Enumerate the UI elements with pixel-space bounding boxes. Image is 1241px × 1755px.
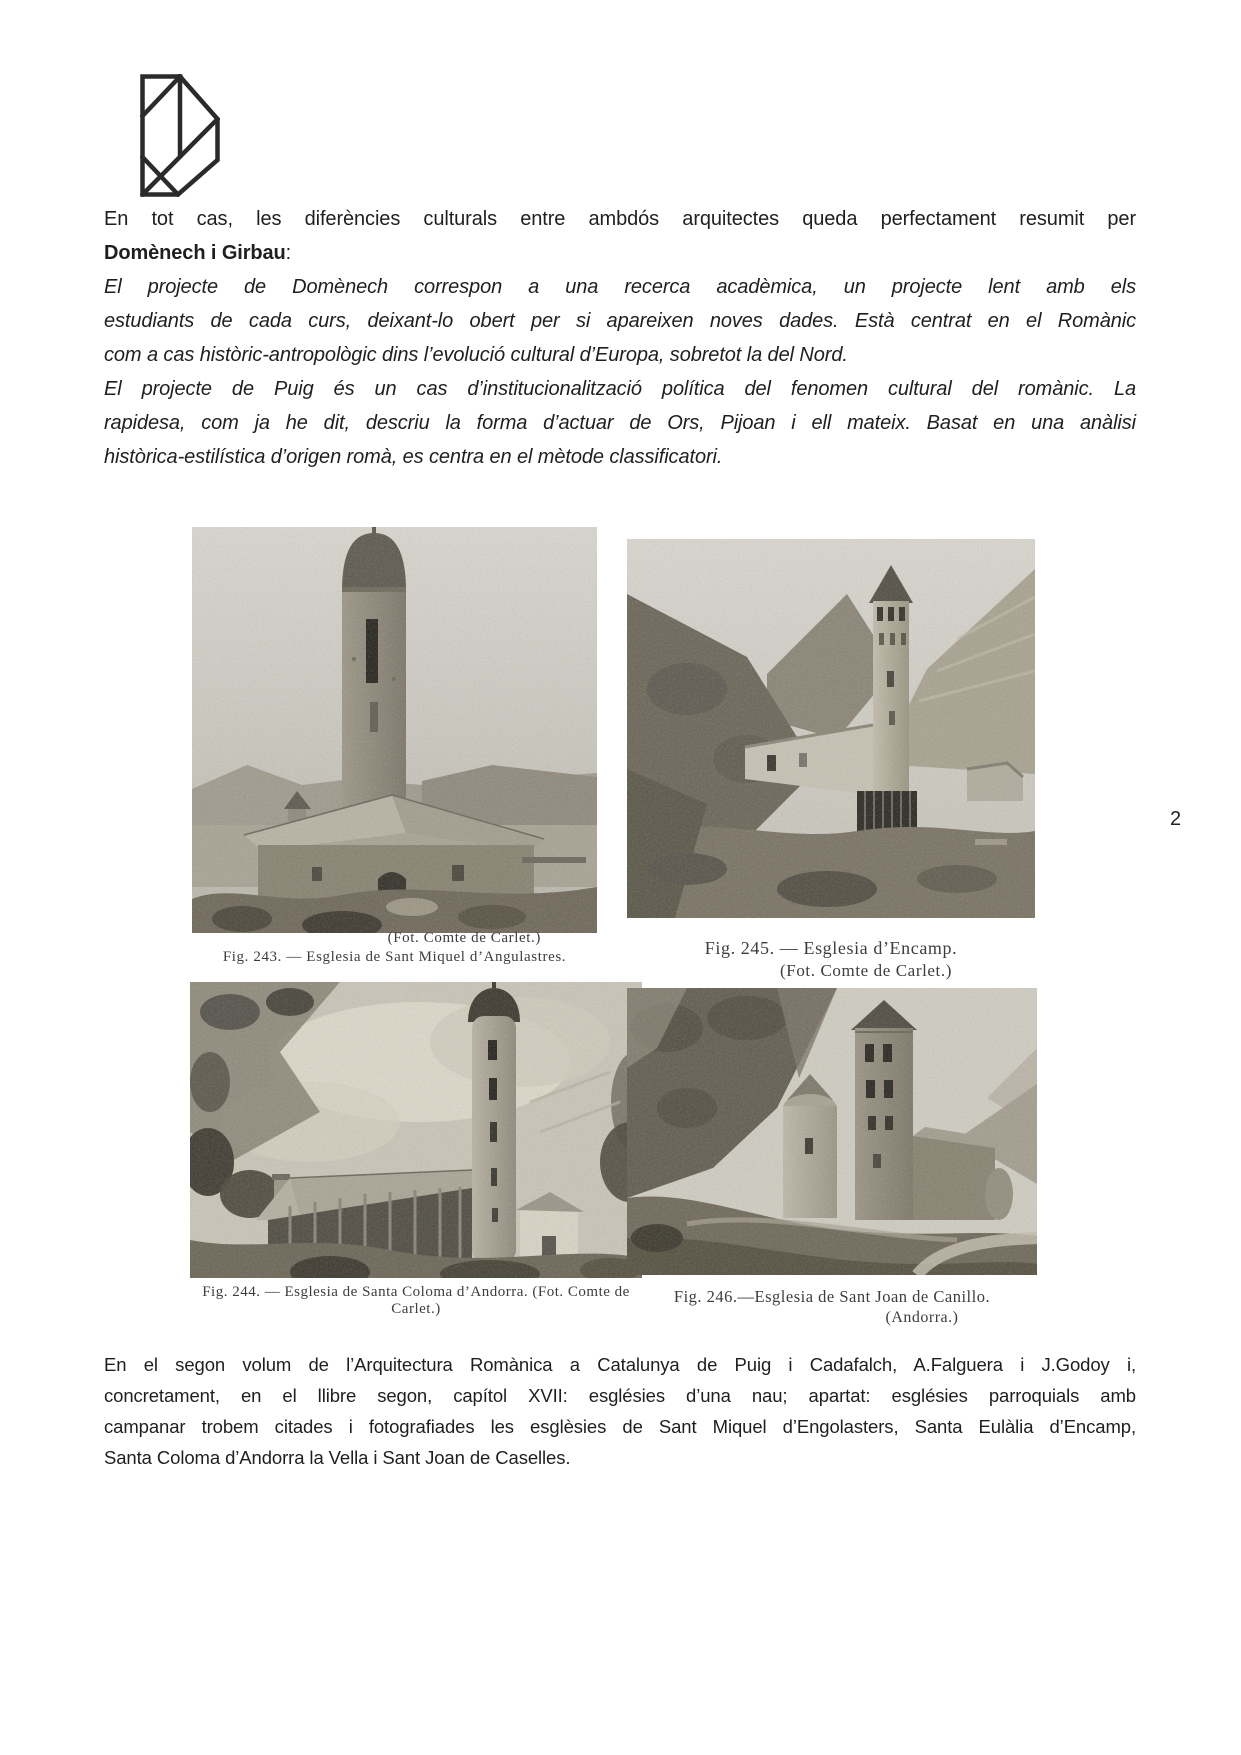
closing-line-3: campanar trobem citades i fotografiades les esglèsies de Sant Miquel d’Engolasters, Santa Eulàlia d’Encamp, bbox=[104, 1416, 1136, 1437]
closing-paragraph bbox=[104, 1349, 1136, 1473]
author-name-bold: Domènech i Girbau bbox=[104, 242, 286, 264]
intro-line-2 bbox=[104, 236, 1136, 270]
quote-domenech-paragraph bbox=[104, 270, 1136, 372]
quote-domenech-line-1: El projecte de Domènech correspon a una recerca acadèmica, un projecte lent amb els bbox=[104, 276, 1136, 298]
quote-puig-line-1: El projecte de Puig és un cas d’institucionalització política del fenomen cultural del romànic. La bbox=[104, 378, 1136, 400]
figure-243-credit: (Fot. Comte de Carlet.) bbox=[387, 930, 541, 946]
figure-246-credit: (Andorra.) bbox=[885, 1309, 959, 1326]
figure-246-photo bbox=[627, 988, 1037, 1275]
quote-domenech-line-3: com a cas històric-antropològic dins l’evolució cultural d’Europa, sobretot la del Nord. bbox=[104, 344, 848, 366]
figure-244-photo bbox=[190, 982, 642, 1278]
closing-line-2: concretament, en el llibre segon, capítol XVII: esglésies d’una nau; apartat: esglésies parroquials amb bbox=[104, 1385, 1136, 1406]
figure-245-photo bbox=[627, 539, 1035, 918]
figure-243-caption: Fig. 243. — Esglesia de Sant Miquel d’Angulastres. bbox=[222, 949, 567, 965]
closing-line-1: En el segon volum de l’Arquitectura Romànica a Catalunya de Puig i Cadafalch, A.Falguera i J.Godoy i, bbox=[104, 1354, 1136, 1375]
figure-245-credit: (Fot. Comte de Carlet.) bbox=[780, 961, 952, 980]
figure-245-caption: Fig. 245. — Esglesia d’Encamp. bbox=[704, 938, 958, 958]
figure-246-caption: Fig. 246.—Esglesia de Sant Joan de Canillo. bbox=[673, 1287, 991, 1306]
intro-line-1: En tot cas, les diferències culturals entre ambdós arquitectes queda perfectament resumit per bbox=[104, 208, 1136, 230]
quote-domenech-line-2: estudiants de cada curs, deixant-lo obert per si apareixen noves dades. Està centrat en el Romànic bbox=[104, 310, 1136, 332]
quote-puig-line-3: històrica-estilística d’origen romà, es centra en el mètode classificatori. bbox=[104, 446, 723, 468]
quote-puig-line-2: rapidesa, com ja he dit, descriu la forma d’actuar de Ors, Pijoan i ell mateix. Basat en una anàlisi bbox=[104, 412, 1136, 434]
closing-line-4: Santa Coloma d’Andorra la Vella i Sant Joan de Caselles. bbox=[104, 1447, 571, 1468]
figure-244-caption: Fig. 244. — Esglesia de Santa Coloma d’Andorra. (Fot. Comte de Carlet.) bbox=[202, 1284, 630, 1317]
logo-mark-icon bbox=[140, 74, 220, 197]
author-colon: : bbox=[285, 242, 292, 264]
quote-puig-paragraph bbox=[104, 372, 1136, 474]
page-number: 2 bbox=[1170, 808, 1182, 830]
intro-paragraph bbox=[104, 202, 1136, 270]
figure-243-photo bbox=[192, 527, 597, 933]
